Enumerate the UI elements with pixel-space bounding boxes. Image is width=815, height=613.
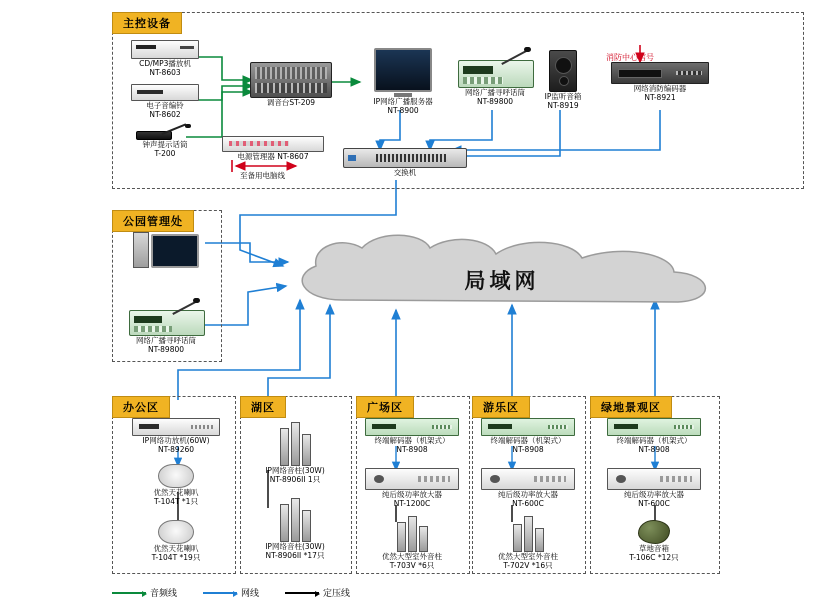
node-voice-prompt-mic[interactable] — [124, 124, 206, 159]
node-cd-mp3-player[interactable] — [128, 40, 202, 78]
node-label: IP监听音箱 — [544, 92, 582, 101]
node-switch[interactable] — [340, 148, 470, 177]
node-power-amp-1200c[interactable] — [358, 468, 466, 509]
zone-title-control: 主控设备 — [112, 12, 182, 34]
legend-label: 网线 — [241, 589, 260, 599]
node-model: NT-600C — [638, 499, 670, 509]
node-model: NT-8906II 1只 — [269, 475, 321, 485]
node-label: CD/MP3播放机 — [139, 59, 191, 68]
node-model: NT-8602 — [149, 110, 181, 120]
node-label: 优然天花喇叭 — [153, 544, 199, 553]
legend — [112, 586, 350, 599]
node-ceiling-speaker-a[interactable] — [126, 464, 226, 507]
node-label: 网络广播寻呼话筒 — [136, 336, 196, 345]
node-model: T-703V *6只 — [389, 561, 435, 571]
node-model: NT-8603 — [149, 68, 181, 78]
node-model: NT-8919 — [547, 101, 579, 111]
node-label: 钟声提示话筒 — [142, 140, 188, 149]
node-terminal-decoder-square[interactable] — [358, 418, 466, 455]
node-label: 终端解码器（机架式） — [490, 436, 566, 445]
node-model: NT-89800 — [147, 345, 185, 355]
zone-title-square-area: 广场区 — [356, 396, 414, 418]
node-ceiling-speaker-b[interactable] — [126, 520, 226, 563]
node-model: T-702V *16只 — [503, 561, 553, 571]
node-terminal-decoder-amusement[interactable] — [474, 418, 582, 455]
node-mixer-console[interactable] — [248, 62, 334, 107]
node-model: NT-8921 — [644, 93, 676, 103]
node-label: 调音台ST-209 — [266, 98, 316, 107]
node-label: 优然大型室外音柱 — [382, 552, 442, 561]
node-label: IP网络音柱(30W) — [265, 542, 325, 551]
node-label: 终端解码器（机架式） — [374, 436, 450, 445]
node-ip-monitor-speaker[interactable] — [530, 50, 596, 111]
node-label: 优然天花喇叭 — [153, 488, 199, 497]
node-label: 网络广播寻呼话筒 — [465, 88, 525, 97]
constant-voltage-line-swatch — [285, 592, 319, 594]
legend-item-network — [203, 586, 259, 599]
node-power-manager[interactable] — [218, 136, 328, 161]
node-model: NT-8908 — [638, 445, 670, 455]
audio-line-swatch — [112, 592, 146, 594]
node-network-paging-mic-park[interactable] — [118, 296, 214, 355]
node-ip-network-speaker-column-1[interactable] — [246, 424, 344, 485]
node-model: T-106C *12只 — [629, 553, 679, 563]
node-label: IP网络广播服务器 — [373, 97, 433, 106]
node-model: T-104T *19只 — [151, 553, 201, 563]
fire-center-signal-label: 消防中心信号 — [606, 53, 654, 62]
legend-item-constant-voltage — [285, 586, 350, 599]
node-label: 草地音箱 — [639, 544, 669, 553]
node-model: NT-8906II *17只 — [265, 551, 325, 561]
node-model: T-200 — [154, 149, 176, 159]
lan-cloud-label: 局域网 — [464, 268, 540, 293]
node-model: NT-8908 — [396, 445, 428, 455]
zone-title-park-office: 公园管理处 — [112, 210, 194, 232]
backup-power-cable-label: 至备用电脑线 — [240, 171, 285, 180]
node-model: NT-8908 — [512, 445, 544, 455]
node-outdoor-speaker-column-square[interactable] — [358, 518, 466, 571]
lan-cloud — [282, 232, 722, 310]
node-lawn-speaker[interactable] — [596, 520, 712, 563]
node-ip-network-broadcast-server[interactable] — [360, 48, 446, 116]
node-label: 纯后级功率放大器 — [382, 490, 442, 499]
node-model: NT-89260 — [157, 445, 195, 455]
zone-title-amusement-area: 游乐区 — [472, 396, 530, 418]
node-electronic-bell[interactable] — [128, 84, 202, 120]
node-model: NT-1200C — [393, 499, 431, 509]
node-management-pc[interactable] — [122, 232, 210, 268]
node-model: T-104T *1只 — [154, 497, 198, 507]
zone-title-green-area: 绿地景观区 — [590, 396, 672, 418]
node-network-broadcast-paging-mic[interactable] — [450, 44, 540, 107]
node-model: NT-600C — [512, 499, 544, 509]
node-ip-network-power-amp-60w[interactable] — [126, 418, 226, 455]
node-model: NT-89800 — [476, 97, 514, 107]
node-label: 优然大型室外音柱 — [498, 552, 558, 561]
node-model: NT-8900 — [387, 106, 419, 116]
node-terminal-decoder-green[interactable] — [596, 418, 712, 455]
node-power-amp-600c-amusement[interactable] — [474, 468, 582, 509]
node-label: 网络消防编码器 — [633, 84, 687, 93]
node-label: 电源管理器 NT-8607 — [237, 152, 309, 161]
legend-item-audio — [112, 586, 177, 599]
node-label: 纯后级功率放大器 — [498, 490, 558, 499]
legend-label: 定压线 — [323, 589, 351, 599]
node-power-amp-600c-green[interactable] — [596, 468, 712, 509]
node-ip-network-speaker-column-17[interactable] — [246, 500, 344, 561]
network-line-swatch — [203, 592, 237, 594]
node-label: 交换机 — [393, 168, 417, 177]
node-label: 电子音编铃 — [146, 101, 184, 110]
node-label: 终端解码器（机架式） — [616, 436, 692, 445]
zone-title-lake-area: 湖区 — [240, 396, 286, 418]
node-network-fire-alarm-encoder[interactable] — [608, 62, 712, 103]
node-label: 纯后级功率放大器 — [624, 490, 684, 499]
legend-label: 音频线 — [150, 589, 178, 599]
node-outdoor-speaker-column-amusement[interactable] — [474, 518, 582, 571]
zone-title-office-area: 办公区 — [112, 396, 170, 418]
node-label: IP网络功放机(60W) — [142, 436, 210, 445]
node-label: IP网络音柱(30W) — [265, 466, 325, 475]
